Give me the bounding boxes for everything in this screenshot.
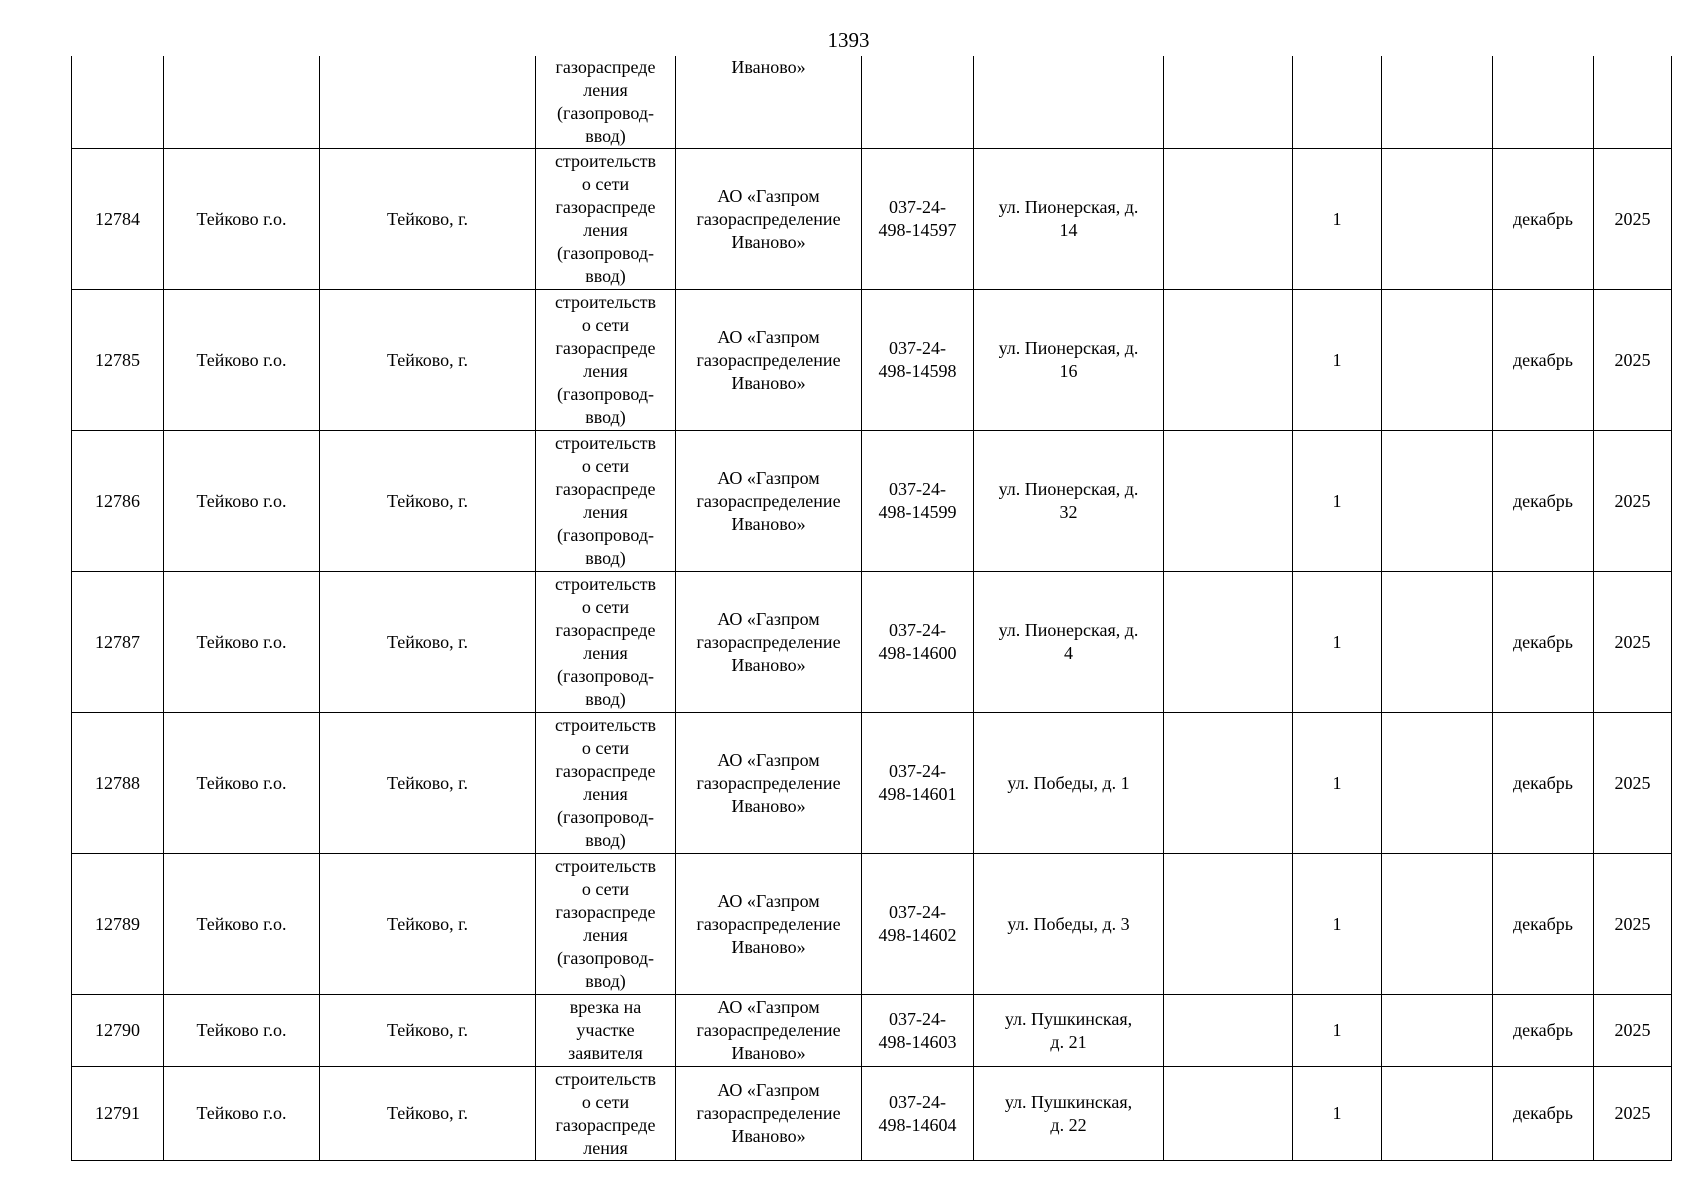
cell-line: газораспределение	[696, 631, 841, 652]
cell-year	[1594, 56, 1672, 149]
cell-district: Тейково г.о.	[164, 1067, 320, 1161]
table-row	[72, 713, 1672, 854]
cell-line: газораспреде	[555, 338, 656, 358]
cell-line: газораспреде	[555, 1114, 656, 1135]
cell-line: АО «Газпром	[717, 1080, 820, 1100]
cell-locality: Тейково, г.	[320, 290, 536, 431]
cell-line: ввод)	[585, 548, 626, 568]
cell-number: 12791	[72, 1067, 164, 1161]
cell-number	[72, 56, 164, 149]
cell-line: ления	[583, 1137, 628, 1158]
cell-code	[862, 572, 974, 713]
cell-line: ления	[583, 925, 628, 945]
cell-month: декабрь	[1493, 713, 1594, 854]
cell-address	[974, 854, 1164, 995]
cell-line: строительств	[554, 574, 657, 594]
cell-count: 1	[1293, 431, 1382, 572]
cell-line: 498-14602	[878, 925, 957, 945]
cell-line: газораспреде	[555, 620, 656, 640]
cell-address	[974, 56, 1164, 149]
cell-work-type	[536, 431, 676, 572]
cell-line: газораспреде	[555, 197, 656, 217]
cell-line: Иваново»	[731, 57, 806, 77]
cell-line: (газопровод-	[556, 525, 654, 545]
cell-code	[862, 713, 974, 854]
cell-line: (газопровод-	[556, 384, 654, 404]
cell-count: 1	[1293, 290, 1382, 431]
cell-empty	[1164, 290, 1293, 431]
cell-address	[974, 431, 1164, 572]
cell-line: АО «Газпром	[717, 997, 820, 1017]
cell-line: о сети	[581, 315, 630, 335]
cell-line: ления	[583, 80, 628, 100]
cell-empty	[1382, 290, 1493, 431]
cell-empty	[1164, 1067, 1293, 1161]
cell-line: 037-24-	[889, 902, 946, 922]
cell-code	[862, 149, 974, 290]
cell-code	[862, 854, 974, 995]
cell-line: Иваново»	[731, 513, 806, 534]
registry-table	[71, 56, 1672, 1161]
table-row	[72, 572, 1672, 713]
cell-line: газораспреде	[555, 761, 656, 781]
cell-count: 1	[1293, 1067, 1382, 1161]
cell-line: о сети	[581, 174, 630, 194]
cell-line: Иваново»	[731, 936, 806, 957]
cell-line: врезка на	[569, 997, 642, 1017]
cell-district	[164, 56, 320, 149]
cell-organization	[676, 572, 862, 713]
cell-code	[862, 290, 974, 431]
cell-work-type	[536, 290, 676, 431]
cell-work-type	[536, 854, 676, 995]
cell-month	[1493, 56, 1594, 149]
cell-work-type	[536, 572, 676, 713]
cell-district: Тейково г.о.	[164, 854, 320, 995]
cell-line: 498-14603	[878, 1031, 957, 1052]
cell-empty	[1382, 56, 1493, 149]
cell-address	[974, 572, 1164, 713]
cell-organization	[676, 713, 862, 854]
table-row	[72, 431, 1672, 572]
cell-line: газораспреде	[555, 902, 656, 922]
cell-empty	[1382, 149, 1493, 290]
cell-count: 1	[1293, 854, 1382, 995]
cell-district: Тейково г.о.	[164, 713, 320, 854]
table-row	[72, 56, 1672, 149]
cell-line: участке	[576, 1020, 635, 1040]
cell-empty	[1382, 854, 1493, 995]
cell-locality: Тейково, г.	[320, 995, 536, 1067]
cell-line: 037-24-	[889, 1091, 946, 1112]
cell-address	[974, 149, 1164, 290]
cell-line: ввод)	[585, 266, 626, 286]
cell-work-type	[536, 149, 676, 290]
cell-count: 1	[1293, 995, 1382, 1067]
cell-number: 12789	[72, 854, 164, 995]
cell-year: 2025	[1594, 290, 1672, 431]
cell-line: ул. Пионерская, д.	[998, 338, 1139, 358]
cell-year: 2025	[1594, 995, 1672, 1067]
cell-locality: Тейково, г.	[320, 431, 536, 572]
cell-line: строительств	[554, 715, 657, 735]
cell-line: 32	[1059, 502, 1078, 522]
cell-line: 037-24-	[889, 338, 946, 358]
cell-line: газораспределение	[696, 913, 841, 934]
cell-work-type	[536, 713, 676, 854]
cell-line: ул. Победы, д. 3	[1007, 913, 1130, 934]
cell-address	[974, 995, 1164, 1067]
cell-district: Тейково г.о.	[164, 290, 320, 431]
cell-line: 037-24-	[889, 197, 946, 217]
cell-line: о сети	[581, 738, 630, 758]
cell-work-type	[536, 995, 676, 1067]
cell-count: 1	[1293, 149, 1382, 290]
cell-locality	[320, 56, 536, 149]
cell-empty	[1164, 149, 1293, 290]
table-body	[72, 56, 1672, 1161]
cell-district: Тейково г.о.	[164, 572, 320, 713]
cell-line: 498-14604	[878, 1114, 957, 1135]
cell-count	[1293, 56, 1382, 149]
cell-line: АО «Газпром	[717, 467, 820, 488]
cell-number: 12787	[72, 572, 164, 713]
cell-line: 037-24-	[889, 479, 946, 499]
cell-line: газораспределение	[696, 1103, 841, 1123]
cell-line: газораспределение	[696, 208, 841, 229]
cell-line: Иваново»	[731, 231, 806, 252]
cell-line: о сети	[581, 1091, 630, 1112]
cell-organization	[676, 1067, 862, 1161]
cell-line: ления	[583, 220, 628, 240]
cell-district: Тейково г.о.	[164, 995, 320, 1067]
cell-number: 12785	[72, 290, 164, 431]
cell-line: ления	[583, 361, 628, 381]
cell-work-type	[536, 1067, 676, 1161]
cell-year: 2025	[1594, 572, 1672, 713]
cell-empty	[1382, 1067, 1493, 1161]
cell-empty	[1382, 713, 1493, 854]
cell-line: строительств	[554, 292, 657, 312]
cell-line: 14	[1059, 220, 1078, 240]
cell-locality: Тейково, г.	[320, 713, 536, 854]
cell-line: 037-24-	[889, 620, 946, 640]
cell-line: АО «Газпром	[717, 326, 820, 347]
cell-line: ул. Пионерская, д.	[998, 479, 1139, 499]
cell-line: 498-14599	[878, 502, 957, 522]
cell-line: газораспреде	[555, 479, 656, 499]
cell-line: АО «Газпром	[717, 185, 820, 206]
cell-address	[974, 290, 1164, 431]
cell-line: газораспределение	[696, 772, 841, 793]
cell-line: 498-14598	[878, 361, 957, 381]
cell-line: ления	[583, 784, 628, 804]
cell-year: 2025	[1594, 713, 1672, 854]
cell-month: декабрь	[1493, 290, 1594, 431]
cell-year: 2025	[1594, 431, 1672, 572]
cell-district: Тейково г.о.	[164, 149, 320, 290]
cell-line: газораспределение	[696, 490, 841, 511]
cell-month: декабрь	[1493, 995, 1594, 1067]
cell-line: строительств	[554, 1068, 657, 1089]
cell-number: 12784	[72, 149, 164, 290]
cell-line: (газопровод-	[556, 948, 654, 968]
cell-line: газораспреде	[555, 57, 656, 77]
cell-line: о сети	[581, 597, 630, 617]
cell-line: ввод)	[585, 971, 626, 991]
cell-locality: Тейково, г.	[320, 149, 536, 290]
cell-number: 12786	[72, 431, 164, 572]
cell-year: 2025	[1594, 1067, 1672, 1161]
cell-line: заявителя	[568, 1043, 643, 1063]
cell-line: газораспределение	[696, 349, 841, 370]
table-row	[72, 290, 1672, 431]
cell-district: Тейково г.о.	[164, 431, 320, 572]
cell-code	[862, 56, 974, 149]
cell-line: (газопровод-	[556, 103, 654, 123]
cell-count: 1	[1293, 713, 1382, 854]
cell-empty	[1164, 431, 1293, 572]
table-row	[72, 995, 1672, 1067]
cell-line: АО «Газпром	[717, 890, 820, 911]
cell-empty	[1382, 995, 1493, 1067]
table-row	[72, 149, 1672, 290]
cell-line: строительств	[554, 151, 657, 171]
cell-locality: Тейково, г.	[320, 854, 536, 995]
cell-month: декабрь	[1493, 572, 1594, 713]
cell-month: декабрь	[1493, 149, 1594, 290]
cell-empty	[1164, 854, 1293, 995]
cell-line: д. 21	[1050, 1031, 1087, 1052]
cell-line: о сети	[581, 456, 630, 476]
cell-month: декабрь	[1493, 431, 1594, 572]
cell-line: ления	[583, 502, 628, 522]
cell-code	[862, 1067, 974, 1161]
cell-line: ул. Победы, д. 1	[1007, 772, 1130, 793]
cell-line: 037-24-	[889, 1008, 946, 1029]
cell-organization	[676, 854, 862, 995]
cell-line: (газопровод-	[556, 807, 654, 827]
cell-empty	[1164, 995, 1293, 1067]
cell-line: строительств	[554, 433, 657, 453]
cell-number: 12790	[72, 995, 164, 1067]
cell-line: строительств	[554, 856, 657, 876]
cell-month: декабрь	[1493, 1067, 1594, 1161]
cell-line: о сети	[581, 879, 630, 899]
cell-organization	[676, 995, 862, 1067]
cell-work-type	[536, 56, 676, 149]
cell-line: (газопровод-	[556, 243, 654, 263]
cell-organization	[676, 290, 862, 431]
cell-line: ления	[583, 643, 628, 663]
cell-line: ввод)	[585, 126, 626, 146]
cell-line: Иваново»	[731, 654, 806, 675]
cell-line: ввод)	[585, 830, 626, 850]
table-row	[72, 854, 1672, 995]
cell-year: 2025	[1594, 149, 1672, 290]
cell-organization	[676, 56, 862, 149]
cell-month: декабрь	[1493, 854, 1594, 995]
cell-line: 16	[1059, 361, 1078, 381]
cell-line: Иваново»	[731, 1043, 806, 1063]
cell-line: 037-24-	[889, 761, 946, 781]
cell-line: газораспределение	[696, 1020, 841, 1040]
cell-code	[862, 995, 974, 1067]
cell-count: 1	[1293, 572, 1382, 713]
cell-empty	[1382, 572, 1493, 713]
cell-line: ул. Пионерская, д.	[998, 620, 1139, 640]
cell-line: 498-14597	[878, 220, 957, 240]
cell-line: 4	[1064, 643, 1073, 663]
cell-number: 12788	[72, 713, 164, 854]
cell-line: Иваново»	[731, 372, 806, 393]
cell-code	[862, 431, 974, 572]
cell-line: Иваново»	[731, 795, 806, 816]
cell-address	[974, 713, 1164, 854]
cell-line: ул. Пушкинская,	[1004, 1008, 1133, 1029]
cell-empty	[1164, 56, 1293, 149]
cell-organization	[676, 149, 862, 290]
cell-locality: Тейково, г.	[320, 572, 536, 713]
cell-empty	[1164, 713, 1293, 854]
cell-line: ул. Пионерская, д.	[998, 197, 1139, 217]
cell-address	[974, 1067, 1164, 1161]
cell-line: Иваново»	[731, 1126, 806, 1146]
cell-locality: Тейково, г.	[320, 1067, 536, 1161]
cell-empty	[1164, 572, 1293, 713]
cell-empty	[1382, 431, 1493, 572]
cell-line: ввод)	[585, 689, 626, 709]
page-number: 1393	[827, 28, 870, 52]
cell-organization	[676, 431, 862, 572]
cell-line: ввод)	[585, 407, 626, 427]
cell-year: 2025	[1594, 854, 1672, 995]
cell-line: ул. Пушкинская,	[1004, 1091, 1133, 1112]
cell-line: 498-14601	[878, 784, 957, 804]
cell-line: (газопровод-	[556, 666, 654, 686]
cell-line: 498-14600	[878, 643, 957, 663]
cell-line: АО «Газпром	[717, 749, 820, 770]
cell-line: д. 22	[1050, 1114, 1087, 1135]
cell-line: АО «Газпром	[717, 608, 820, 629]
table-row	[72, 1067, 1672, 1161]
